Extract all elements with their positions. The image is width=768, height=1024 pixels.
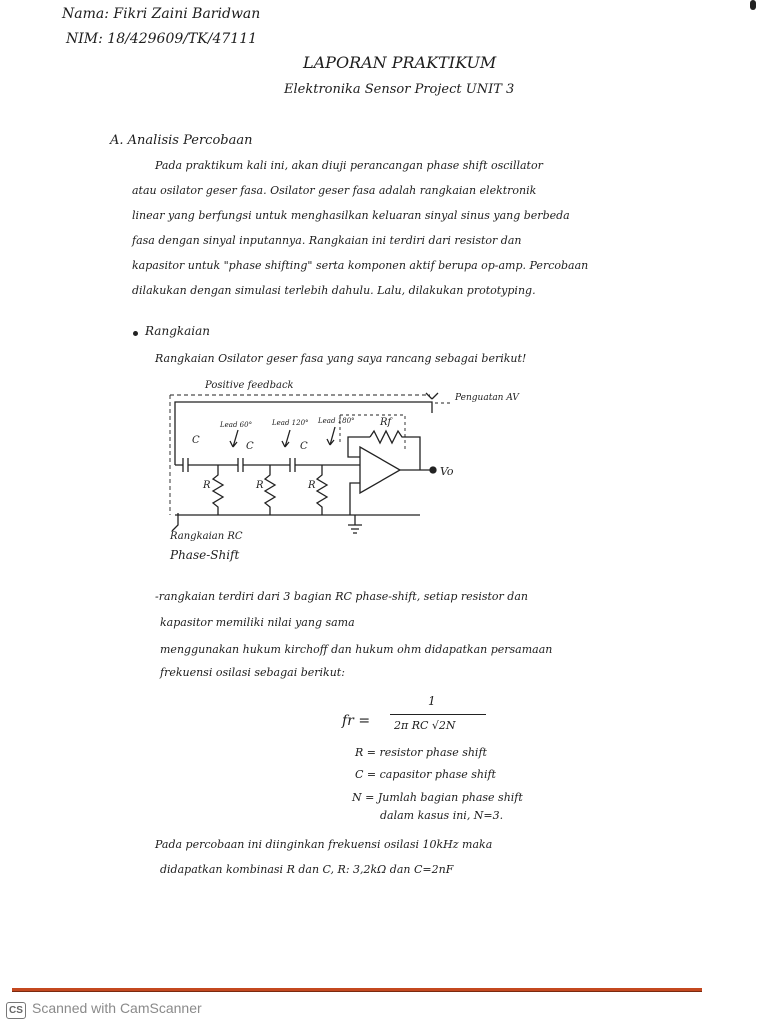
conclusion-line-2: didapatkan kombinasi R dan C, R: 3,2kΩ dan C=2nF [160,863,454,876]
lead120-label: Lead 120° [272,419,309,427]
capacitor-label-2: C [246,441,254,452]
paragraph-line-3: linear yang berfungsi untuk menghasilkan keluaran sinyal sinus yang berbeda [132,209,570,222]
paragraph-line-1: Pada praktikum kali ini, akan diuji perancangan phase shift oscillator [155,159,543,172]
formula-numerator: 1 [428,694,436,708]
lead60-label: Lead 60° [220,421,253,429]
rc-label-line-1: Rangkaian RC [170,531,243,542]
capacitor-label-1: C [192,435,200,446]
paragraph-line-4: fasa dengan sinyal inputannya. Rangkaian ini terdiri dari resistor dan [132,234,522,247]
report-title: LAPORAN PRAKTIKUM [303,53,497,72]
bullet-intro: Rangkaian Osilator geser fasa yang saya rancang sebagai berikut! [155,352,527,365]
student-nim: NIM: 18/429609/TK/47111 [66,31,258,47]
report-subtitle: Elektronika Sensor Project UNIT 3 [284,82,515,97]
capacitor-label-3: C [300,441,308,452]
resistor-label-3: R [308,480,316,491]
paragraph-line-5: kapasitor untuk "phase shifting" serta komponen aktif berupa op-amp. Percobaan [132,259,589,272]
rc-label-line-2: Phase-Shift [170,548,240,562]
feedback-resistor-label: Rf [380,417,392,428]
lead180-label: Lead 180° [318,417,355,425]
resistor-label-2: R [256,480,264,491]
definition-c: C = capasitor phase shift [355,768,496,781]
scan-edge-shadow [12,991,702,992]
camscanner-logo-icon: CS [6,1002,26,1019]
penguatan-label: Penguatan AV [455,393,519,403]
page-edge-mark [750,0,756,10]
paragraph-line-2: atau osilator geser fasa. Osilator geser fasa adalah rangkaian elektronik [132,184,537,197]
feedback-wire [175,402,432,465]
formula-lhs: fr = [342,713,371,729]
camscanner-watermark: Scanned with CamScanner [32,1000,202,1016]
note-line-2: kapasitor memiliki nilai yang sama [160,616,355,629]
conclusion-line-1: Pada percobaan ini diinginkan frekuensi osilasi 10kHz maka [155,838,493,851]
section-heading: A. Analisis Percobaan [110,133,253,148]
resistor-label-1: R [203,480,211,491]
note-line-1: -rangkaian terdiri dari 3 bagian RC phase-shift, setiap resistor dan [155,590,528,603]
output-label: Vo [440,465,454,478]
paragraph-line-6: dilakukan dengan simulasi terlebih dahulu. Lalu, dilakukan prototyping. [132,284,536,297]
phase-shift-oscillator-circuit [150,375,519,575]
definition-n-case: dalam kasus ini, N=3. [380,809,504,822]
note-line-4: frekuensi osilasi sebagai berikut: [160,666,345,679]
op-amp-symbol [360,447,400,493]
note-line-3: menggunakan hukum kirchoff dan hukum ohm didapatkan persamaan [160,643,553,656]
student-name: Nama: Fikri Zaini Baridwan [62,6,261,22]
positive-feedback-label: Positive feedback [205,380,294,391]
definition-r: R = resistor phase shift [355,746,487,759]
bullet-title: Rangkaian [145,324,211,338]
definition-n: N = Jumlah bagian phase shift [352,791,523,804]
fraction-bar [390,714,486,715]
formula-denominator: 2π RC √2N [394,719,456,732]
bullet-dot [133,331,138,336]
